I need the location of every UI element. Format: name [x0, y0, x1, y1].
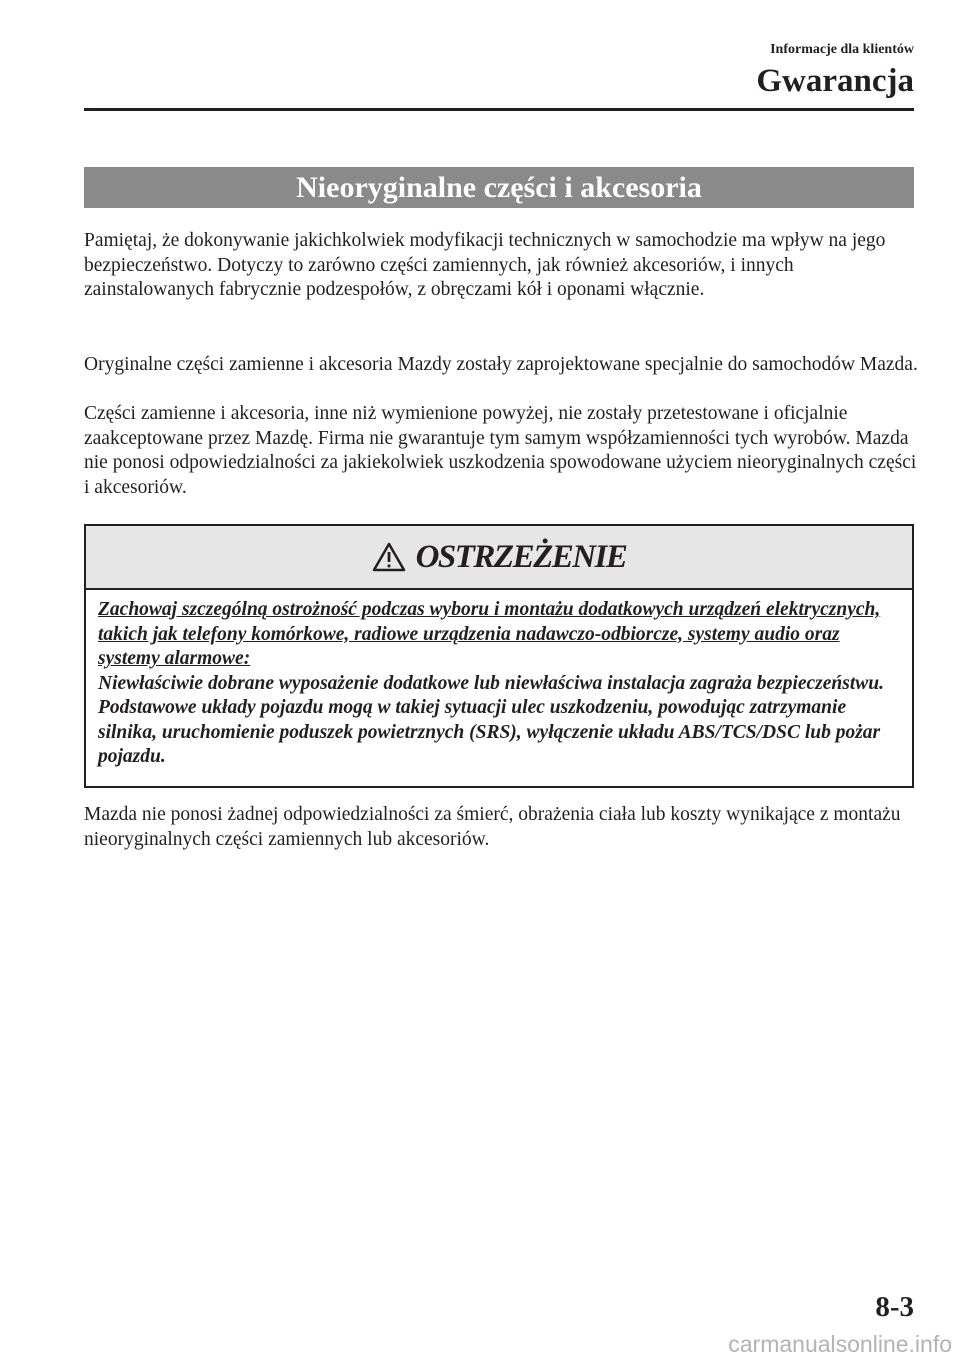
section-title: Nieoryginalne części i akcesoria	[84, 167, 914, 208]
warning-triangle-icon	[372, 542, 406, 572]
chapter-title: Gwarancja	[756, 63, 914, 99]
page-number: 8-3	[875, 1291, 914, 1323]
paragraph-modifications: Pamiętaj, że dokonywanie jakichkolwiek modyfikacji technicznych w samochodzie ma wpływ na jego bezpieczeństwo. Dotyczy to zarówno części zamiennych, jak również akcesoriów, i innych zainstalowanych fabrycznie podzespołów, z obręczami kół i oponami włącznie.	[84, 230, 886, 300]
page-header	[756, 42, 914, 100]
paragraph-original-parts: Oryginalne części zamienne i akcesoria Mazdy zostały zaprojektowane specjalnie do samochodów Mazda.	[84, 354, 918, 375]
watermark: carmanualsonline.info	[728, 1331, 952, 1357]
warning-lead: Zachowaj szczególną ostrożność podczas wyboru i montażu dodatkowych urządzeń elektrycznych, takich jak telefony komórkowe, radiowe urządzenia nadawczo-odbiorcze, systemy audio oraz systemy alarmowe:	[98, 599, 881, 669]
paragraph-non-original-parts: Części zamienne i akcesoria, inne niż wymienione powyżej, nie zostały przetestowane i oficjalnie zaakceptowane przez Mazdę. Firma nie gwarantuje tym samym współzamienności tych wyrobów. Mazda nie ponosi odpowiedzialności za jakiekolwiek uszkodzenia spowodowane użyciem nieoryginalnych części i akcesoriów.	[84, 403, 917, 498]
warning-body	[86, 590, 912, 770]
warning-box	[84, 524, 914, 788]
chapter-subtitle: Informacje dla klientów	[770, 42, 914, 57]
warning-title: OSTRZEŻENIE	[415, 538, 627, 575]
warning-header	[86, 526, 912, 590]
warning-text: Niewłaściwie dobrane wyposażenie dodatkowe lub niewłaściwa instalacja zagraża bezpieczeństwu. Podstawowe układy pojazdu mogą w takiej sytuacji ulec uszkodzeniu, powodując zatrzymanie silnika, uruchomienie poduszek powietrznych (SRS), wyłączenie układu ABS/TCS/DSC lub pożar pojazdu.	[98, 672, 884, 767]
header-divider	[84, 108, 914, 111]
paragraph-liability: Mazda nie ponosi żadnej odpowiedzialności za śmierć, obrażenia ciała lub koszty wynikające z montażu nieoryginalnych części zamiennych lub akcesoriów.	[84, 804, 901, 850]
